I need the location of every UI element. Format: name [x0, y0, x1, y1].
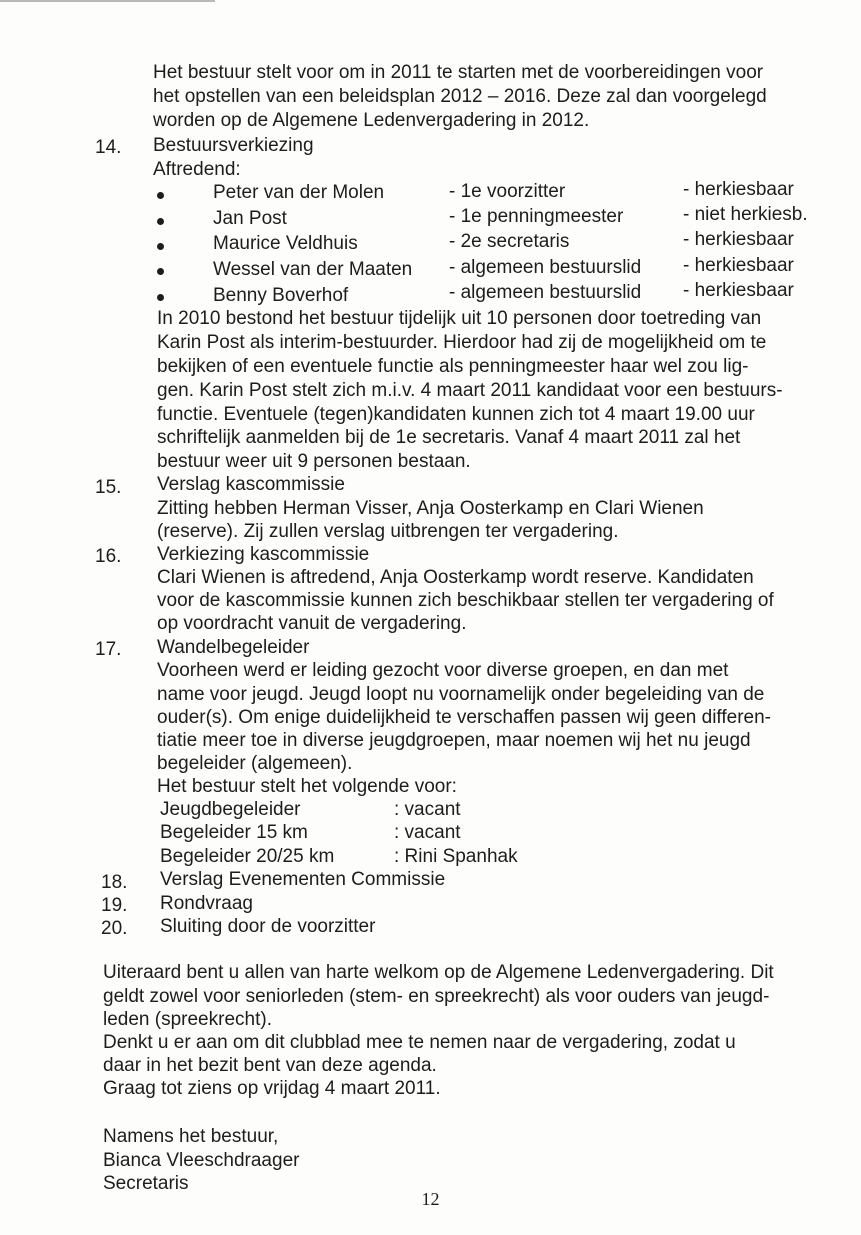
member-status: - niet herkiesb.	[683, 204, 808, 225]
item-title: Wandelbegeleider	[157, 637, 310, 658]
item-text-line: ouder(s). Om enige duidelijkheid te verschaffen passen wij geen differen-	[157, 707, 771, 728]
item-number: 18.	[101, 872, 128, 893]
closing-line: geldt zowel voor seniorleden (stem- en spreekrecht) als voor ouders van jeugd-	[103, 986, 770, 1007]
proposal-value: : vacant	[394, 799, 461, 820]
intro-line: Het bestuur stelt voor om in 2011 te starten met de voorbereidingen voor	[153, 62, 764, 83]
item-title: Sluiting door de voorzitter	[160, 916, 376, 937]
member-status: - herkiesbaar	[683, 179, 794, 200]
item-text-line: tiatie meer toe in diverse jeugdgroepen, maar noemen wij het nu jeugd	[157, 730, 751, 751]
item-text-line: voor de kascommissie kunnen zich beschikbaar stellen ter vergadering of	[157, 590, 774, 611]
proposal-value: : Rini Spanhak	[394, 846, 518, 867]
item-title: Rondvraag	[160, 893, 253, 914]
member-role: - 2e secretaris	[449, 231, 570, 252]
item-text-line: Zitting hebben Herman Visser, Anja Oosterkamp en Clari Wienen	[157, 498, 704, 519]
closing-line: leden (spreekrecht).	[103, 1009, 272, 1030]
item-text-line: Het bestuur stelt het volgende voor:	[157, 776, 457, 797]
item-text-line: functie. Eventuele (tegen)kandidaten kunnen zich tot 4 maart 19.00 uur	[157, 404, 755, 425]
closing-line: Denkt u er aan om dit clubblad mee te nemen naar de vergadering, zodat u	[103, 1032, 736, 1053]
signature-line: Secretaris	[103, 1173, 189, 1194]
item-subtitle: Aftredend:	[153, 159, 241, 180]
member-name: Wessel van der Maaten	[213, 259, 413, 280]
item-text-line: bekijken of een eventuele functie als penningmeester haar wel zou lig-	[157, 356, 749, 377]
item-text-line: gen. Karin Post stelt zich m.i.v. 4 maart 2011 kandidaat voor een bestuurs-	[157, 380, 783, 401]
item-text-line: (reserve). Zij zullen verslag uitbrengen ter vergadering.	[157, 521, 619, 542]
signature-line: Namens het bestuur,	[103, 1126, 279, 1147]
member-role: - 1e penningmeester	[449, 206, 624, 227]
intro-line: het opstellen van een beleidsplan 2012 – 2016. Deze zal dan voorgelegd	[153, 86, 767, 107]
member-status: - herkiesbaar	[683, 229, 794, 250]
member-role: - algemeen bestuurslid	[449, 257, 642, 278]
member-role: - algemeen bestuurslid	[449, 282, 642, 303]
item-title: Bestuursverkiezing	[153, 135, 314, 156]
closing-line: Uiteraard bent u allen van harte welkom op de Algemene Ledenvergadering. Dit	[103, 962, 774, 983]
signature-line: Bianca Vleeschdraager	[103, 1150, 300, 1171]
item-text-line: bestuur weer uit 9 personen bestaan.	[157, 451, 471, 472]
bullet-icon	[157, 209, 167, 219]
item-text-line: schriftelijk aanmelden bij de 1e secretaris. Vanaf 4 maart 2011 zal het	[157, 427, 741, 448]
item-text-line: Karin Post als interim-bestuurder. Hierdoor had zij de mogelijkheid om te	[157, 332, 767, 353]
item-number: 17.	[95, 639, 122, 660]
item-text-line: Clari Wienen is aftredend, Anja Oosterkamp wordt reserve. Kandidaten	[157, 567, 754, 588]
item-text-line: In 2010 bestond het bestuur tijdelijk uit 10 personen door toetreding van	[157, 308, 762, 329]
bullet-icon	[157, 183, 167, 193]
item-text-line: name voor jeugd. Jeugd loopt nu voornamelijk onder begeleiding van de	[157, 684, 765, 705]
proposal-role: Begeleider 15 km	[160, 822, 308, 843]
item-text-line: Voorheen werd er leiding gezocht voor diverse groepen, en dan met	[157, 660, 729, 681]
member-name: Peter van der Molen	[213, 182, 385, 203]
bullet-icon	[157, 285, 167, 295]
proposal-value: : vacant	[394, 822, 461, 843]
proposal-role: Jeugdbegeleider	[160, 799, 301, 820]
item-text-line: begeleider (algemeen).	[157, 753, 353, 774]
item-number: 14.	[95, 137, 122, 158]
item-title: Verkiezing kascommissie	[157, 544, 370, 565]
member-status: - herkiesbaar	[683, 255, 794, 276]
member-role: - 1e voorzitter	[449, 181, 566, 202]
item-title: Verslag Evenementen Commissie	[160, 869, 446, 890]
bullet-icon	[157, 259, 167, 269]
item-title: Verslag kascommissie	[157, 474, 345, 495]
item-number: 19.	[101, 895, 128, 916]
item-number: 15.	[95, 477, 122, 498]
item-number: 16.	[95, 546, 122, 567]
item-number: 20.	[101, 918, 128, 939]
member-name: Jan Post	[213, 208, 287, 229]
closing-line: daar in het bezit bent van deze agenda.	[103, 1055, 437, 1076]
item-text-line: op voordracht vanuit de vergadering.	[157, 613, 467, 634]
bullet-icon	[157, 234, 167, 244]
member-name: Maurice Veldhuis	[213, 233, 358, 254]
member-name: Benny Boverhof	[213, 285, 349, 306]
closing-line: Graag tot ziens op vrijdag 4 maart 2011.	[103, 1078, 441, 1099]
page-number: 12	[421, 1189, 440, 1209]
member-status: - herkiesbaar	[683, 280, 794, 301]
intro-line: worden op de Algemene Ledenvergadering in 2012.	[153, 110, 590, 131]
proposal-role: Begeleider 20/25 km	[160, 846, 335, 867]
